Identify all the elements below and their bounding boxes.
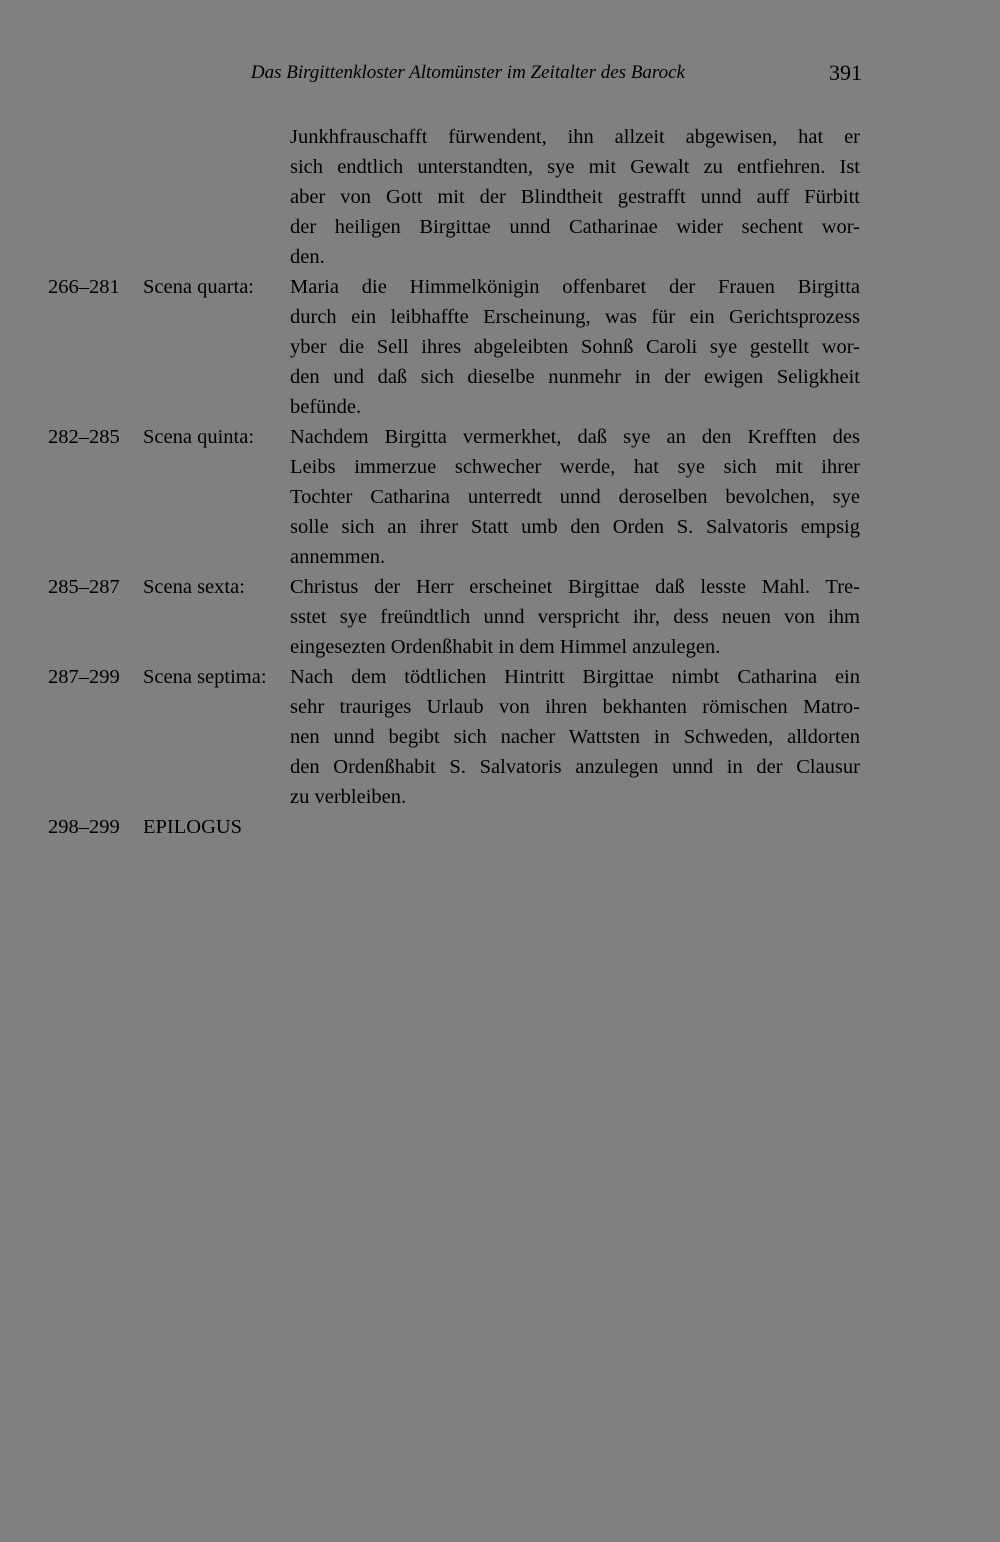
running-title: Das Birgittenkloster Altomünster im Zeitalter des Barock bbox=[250, 62, 685, 83]
scene-label: Scena septima: bbox=[143, 666, 267, 688]
description-line: Tochter Catharina unterredt unnd deroselben bevolchen, sye bbox=[290, 486, 860, 508]
page-number: 391 bbox=[829, 60, 862, 85]
description-line: annemmen. bbox=[290, 546, 386, 568]
description-line: den und daß sich dieselbe nunmehr in der ewigen Seligkheit bbox=[290, 366, 860, 388]
scene-label: Scena quinta: bbox=[143, 426, 255, 448]
scene-label: EPILOGUS bbox=[143, 816, 243, 838]
description-line: der heiligen Birgittae unnd Catharinae wider sechent wor- bbox=[290, 216, 860, 238]
line-range: 285–287 bbox=[48, 576, 120, 598]
description-line: nen unnd begibt sich nacher Wattsten in Schweden, alldorten bbox=[290, 726, 860, 748]
description-line: aber von Gott mit der Blindtheit gestrafft unnd auff Fürbitt bbox=[290, 186, 860, 208]
description-line: sehr trauriges Urlaub von ihren bekhanten römischen Matro- bbox=[290, 696, 860, 718]
description-line: eingesezten Ordenßhabit in dem Himmel anzulegen. bbox=[290, 636, 721, 658]
scene-entry bbox=[0, 662, 1000, 812]
description-line: zu verbleiben. bbox=[290, 786, 407, 808]
scene-description bbox=[290, 662, 860, 812]
description-line: solle sich an ihrer Statt umb den Orden S. Salvatoris empsig bbox=[290, 516, 860, 538]
scene-description bbox=[290, 122, 860, 272]
description-line: durch ein leibhaffte Erscheinung, was für ein Gerichtsprozess bbox=[290, 306, 860, 328]
scene-entry bbox=[0, 572, 1000, 662]
scene-description bbox=[290, 422, 860, 572]
description-line: Leibs immerzue schwecher werde, hat sye sich mit ihrer bbox=[290, 456, 860, 478]
scene-entry bbox=[0, 812, 1000, 842]
description-line: Nachdem Birgitta vermerkhet, daß sye an den Krefften des bbox=[290, 426, 860, 448]
scene-synopsis-list bbox=[0, 122, 1000, 842]
description-line: den Ordenßhabit S. Salvatoris anzulegen unnd in der Clausur bbox=[290, 756, 860, 778]
description-line: den. bbox=[290, 246, 325, 268]
scene-label: Scena quarta: bbox=[143, 276, 254, 298]
description-line: befünde. bbox=[290, 396, 362, 418]
scene-description bbox=[290, 272, 860, 422]
description-line: Christus der Herr erscheinet Birgittae daß lesste Mahl. Tre- bbox=[290, 576, 860, 598]
scene-entry bbox=[0, 272, 1000, 422]
scene-description bbox=[290, 572, 860, 662]
scene-description bbox=[290, 812, 860, 842]
scene-entry bbox=[0, 422, 1000, 572]
line-range: 287–299 bbox=[48, 666, 120, 688]
description-line: yber die Sell ihres abgeleibten Sohnß Caroli sye gestellt wor- bbox=[290, 336, 860, 358]
description-line: sstet sye freündtlich unnd verspricht ihr, dess neuen von ihm bbox=[290, 606, 860, 628]
line-range: 266–281 bbox=[48, 276, 120, 298]
line-range: 298–299 bbox=[48, 816, 120, 838]
description-line: Nach dem tödtlichen Hintritt Birgittae nimbt Catharina ein bbox=[290, 666, 860, 688]
description-line: Junkhfrauschafft fürwendent, ihn allzeit abgewisen, hat er bbox=[290, 126, 860, 148]
scene-entry bbox=[0, 122, 1000, 272]
running-head bbox=[0, 58, 1000, 92]
description-line: sich endtlich unterstandten, sye mit Gewalt zu entfiehren. Ist bbox=[290, 156, 860, 178]
description-line: Maria die Himmelkönigin offenbaret der Frauen Birgitta bbox=[290, 276, 860, 298]
scene-label: Scena sexta: bbox=[143, 576, 245, 598]
line-range: 282–285 bbox=[48, 426, 120, 448]
